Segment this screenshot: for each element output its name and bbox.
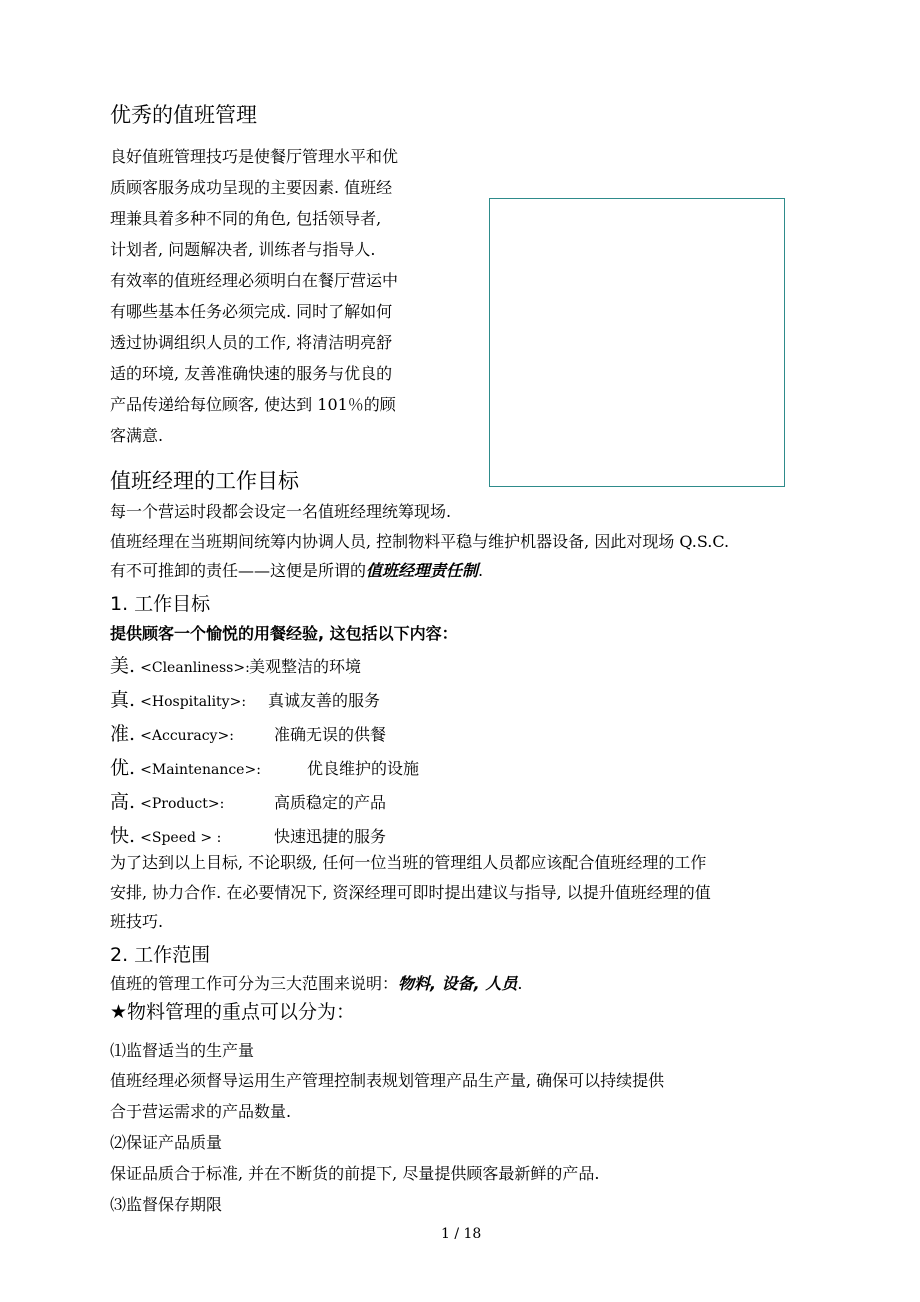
intro-line: 客满意. — [110, 426, 164, 445]
goal-char: 快. — [110, 825, 136, 847]
heading-work-scope: 2. 工作范围 — [110, 944, 211, 966]
material-head-strong: ★物料管理 — [110, 1001, 204, 1023]
goal-item — [110, 651, 250, 678]
goal-item — [110, 719, 234, 746]
goal-char: 优. — [110, 757, 136, 779]
emphasis-term: 值班经理责任制 — [366, 561, 479, 580]
goal-intro: 提供顾客一个愉悦的用餐经验, 这包括以下内容： — [110, 624, 458, 643]
goal-zh: 高质稳定的产品 — [274, 793, 387, 812]
paragraph-manager-line: 值班经理在当班期间统筹内协调人员, 控制物料平稳与维护机器设备, 因此对现场 Q.S.C. — [110, 532, 730, 551]
goal-item — [110, 685, 246, 712]
goal-zh: 快速迅捷的服务 — [274, 827, 387, 846]
goal-char: 真. — [110, 689, 136, 711]
emphasis-term: 物料, 设备, 人员 — [398, 974, 518, 993]
list-item-text: 值班经理必须督导运用生产管理控制表规划管理产品生产量, 确保可以持续提供 — [110, 1071, 665, 1090]
list-item-text: 合于营运需求的产品数量. — [110, 1102, 292, 1121]
text-run: 有不可推卸的责任——这便是所谓的 — [110, 561, 367, 580]
document-title: 优秀的值班管理 — [110, 103, 257, 127]
intro-line: 有哪些基本任务必须完成. 同时了解如何 — [110, 302, 393, 321]
goal-en: <Hospitality>: — [140, 694, 247, 710]
heading-work-goals: 1. 工作目标 — [110, 593, 211, 615]
image-placeholder-frame — [489, 198, 785, 487]
goal-char: 美. — [110, 655, 136, 677]
text-run: . — [478, 561, 484, 580]
intro-line: 质顾客服务成功呈现的主要因素. 值班经 — [110, 178, 393, 197]
list-item-heading: ⑶监督保存期限 — [110, 1195, 223, 1214]
cooperation-line: 安排, 协力合作. 在必要情况下, 资深经理可即时提出建议与指导, 以提升值班经理的值 — [110, 883, 711, 902]
intro-line: 良好值班管理技巧是使餐厅管理水平和优 — [110, 147, 399, 166]
section-title: 值班经理的工作目标 — [110, 469, 299, 493]
goal-item — [110, 821, 221, 848]
list-item-heading: ⑵保证产品质量 — [110, 1133, 223, 1152]
intro-line: 有效率的值班经理必须明白在餐厅营运中 — [110, 271, 399, 290]
list-item-text: 保证品质合于标准, 并在不断货的前提下, 尽量提供顾客最新鲜的产品. — [110, 1164, 600, 1183]
goal-char: 准. — [110, 723, 136, 745]
cooperation-line: 班技巧. — [110, 912, 164, 931]
intro-line: 透过协调组织人员的工作, 将清洁明亮舒 — [110, 333, 393, 352]
goal-zh: 准确无误的供餐 — [274, 725, 387, 744]
goal-en: <Cleanliness>: — [140, 660, 250, 676]
goal-en: <Product>: — [140, 796, 225, 812]
goal-zh: 真诚友善的服务 — [268, 691, 381, 710]
goal-en: <Maintenance>: — [140, 762, 261, 778]
scope-paragraph — [110, 973, 522, 995]
goal-zh: 美观整洁的环境 — [249, 657, 362, 676]
goal-item — [110, 753, 261, 780]
material-management-heading — [110, 997, 355, 1024]
material-head-rest: 的重点可以分为： — [203, 1001, 356, 1023]
goal-en: <Accuracy>: — [140, 728, 234, 744]
goal-item — [110, 787, 224, 814]
page-number: 1 / 18 — [441, 1226, 482, 1242]
intro-line: 产品传递给每位顾客, 使达到 101％的顾 — [110, 395, 396, 414]
paragraph-shift: 每一个营运时段都会设定一名值班经理统筹现场. — [110, 502, 452, 521]
intro-line: 理兼具着多种不同的角色, 包括领导者, — [110, 209, 382, 228]
goal-zh: 优良维护的设施 — [307, 759, 420, 778]
intro-line: 计划者, 问题解决者, 训练者与指导人. — [110, 240, 376, 259]
intro-line: 适的环境, 友善准确快速的服务与优良的 — [110, 364, 393, 383]
text-run: . — [517, 974, 523, 993]
paragraph-manager-line — [110, 560, 483, 582]
goal-char: 高. — [110, 791, 136, 813]
cooperation-line: 为了达到以上目标, 不论职级, 任何一位当班的管理组人员都应该配合值班经理的工作 — [110, 853, 707, 872]
text-run: 值班的管理工作可分为三大范围来说明： — [110, 974, 399, 993]
goal-en: <Speed > : — [140, 830, 222, 846]
list-item-heading: ⑴监督适当的生产量 — [110, 1041, 255, 1060]
